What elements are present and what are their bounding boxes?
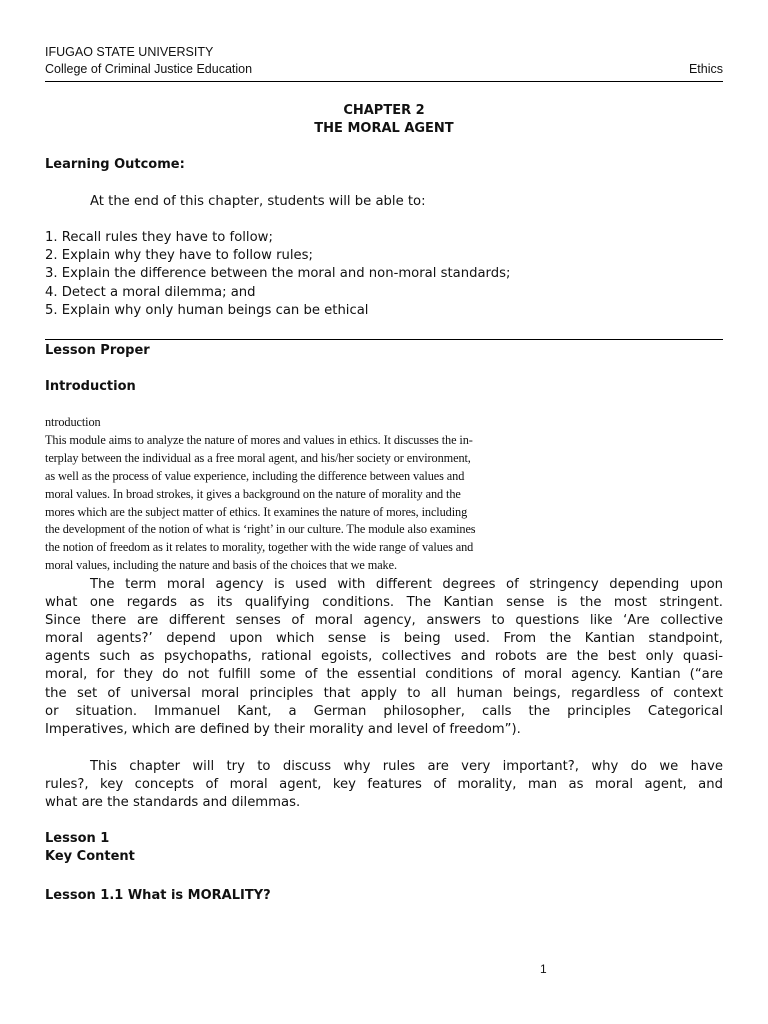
lesson-section-heading: Lesson 1.1 What is MORALITY? [45, 888, 271, 903]
chapter-title: THE MORAL AGENT [314, 121, 454, 136]
lesson-proper-heading: Lesson Proper [45, 343, 150, 358]
moral-agency-paragraph [45, 576, 723, 739]
subject-name: Ethics [688, 62, 723, 76]
learning-outcome-intro: At the end of this chapter, students will be able to: [90, 194, 426, 209]
list-item: 5. Explain why only human beings can be ethical [45, 302, 369, 318]
text-line: the development of the notion of what is ‘right’ in our culture. The module also examines [45, 522, 476, 537]
learning-outcome-list [45, 229, 510, 320]
page-header [45, 44, 723, 78]
chapter-heading [45, 102, 723, 138]
text-line: moral agents?’ depend upon which sense is being used. From the Kantian standpoint, [45, 631, 723, 647]
section-divider [45, 339, 723, 340]
text-line: the notion of freedom as it relates to morality, together with the wide range of values and [45, 540, 474, 555]
list-item: 3. Explain the difference between the moral and non-moral standards; [45, 266, 511, 282]
text-line: ntroduction [45, 415, 101, 429]
text-line: This chapter will try to discuss why rules are very important?, why do we have [90, 759, 723, 774]
text-line: as well as the process of value experience, including the difference between values and [45, 468, 465, 483]
text-line: what are the standards and dilemmas. [45, 795, 301, 811]
module-description [45, 414, 476, 575]
text-line: or situation. Immanuel Kant, a German philosopher, calls the principles Categorical [45, 703, 723, 719]
text-line: rules?, key concepts of moral agent, key features of morality, man as moral agent, and [45, 777, 723, 793]
text-line: moral values. In broad strokes, it gives a background on the nature of morality and the [45, 486, 461, 501]
learning-outcome-heading: Learning Outcome: [45, 157, 185, 172]
text-line: what one regards as its qualifying conditions. The Kantian sense is the most stringent. [45, 595, 723, 611]
text-line: agents such as psychopaths, rational egoists, collectives and robots are the best only quasi- [45, 649, 723, 665]
text-line: Since there are different senses of moral agency, answers to questions like ‘Are collective [45, 613, 723, 629]
college-name: College of Criminal Justice Education [45, 62, 253, 76]
header-row [45, 61, 723, 78]
text-line: This module aims to analyze the nature of mores and values in ethics. It discusses the in- [45, 432, 473, 447]
text-line: The term moral agency is used with different degrees of stringency depending upon [90, 577, 723, 592]
text-line: mores which are the subject matter of ethics. It examines the nature of mores, including [45, 504, 468, 519]
chapter-overview-paragraph [45, 758, 723, 812]
list-item: 2. Explain why they have to follow rules; [45, 248, 313, 264]
text-line: terplay between the individual as a free moral agent, and his/her society or environment, [45, 450, 471, 465]
list-item: 4. Detect a moral dilemma; and [45, 284, 256, 300]
text-line: the set of universal moral principles that apply to all human beings, regardless of context [45, 685, 723, 701]
page-number: 1 [540, 962, 547, 976]
text-line: Imperatives, which are defined by their morality and level of freedom”). [45, 721, 521, 737]
text-line: moral, for they do not fulfill some of the essential conditions of moral agency. Kantian (“are [45, 667, 723, 683]
lesson-title: Lesson 1 [45, 831, 110, 846]
lesson-heading [45, 830, 135, 866]
header-divider [45, 81, 723, 82]
lesson-subtitle: Key Content [45, 849, 135, 864]
introduction-heading: Introduction [45, 379, 136, 394]
list-item: 1. Recall rules they have to follow; [45, 230, 273, 245]
chapter-number: CHAPTER 2 [343, 103, 425, 118]
text-line: moral values, including the nature and basis of the choices that we make. [45, 558, 397, 573]
university-name: IFUGAO STATE UNIVERSITY [45, 45, 214, 59]
